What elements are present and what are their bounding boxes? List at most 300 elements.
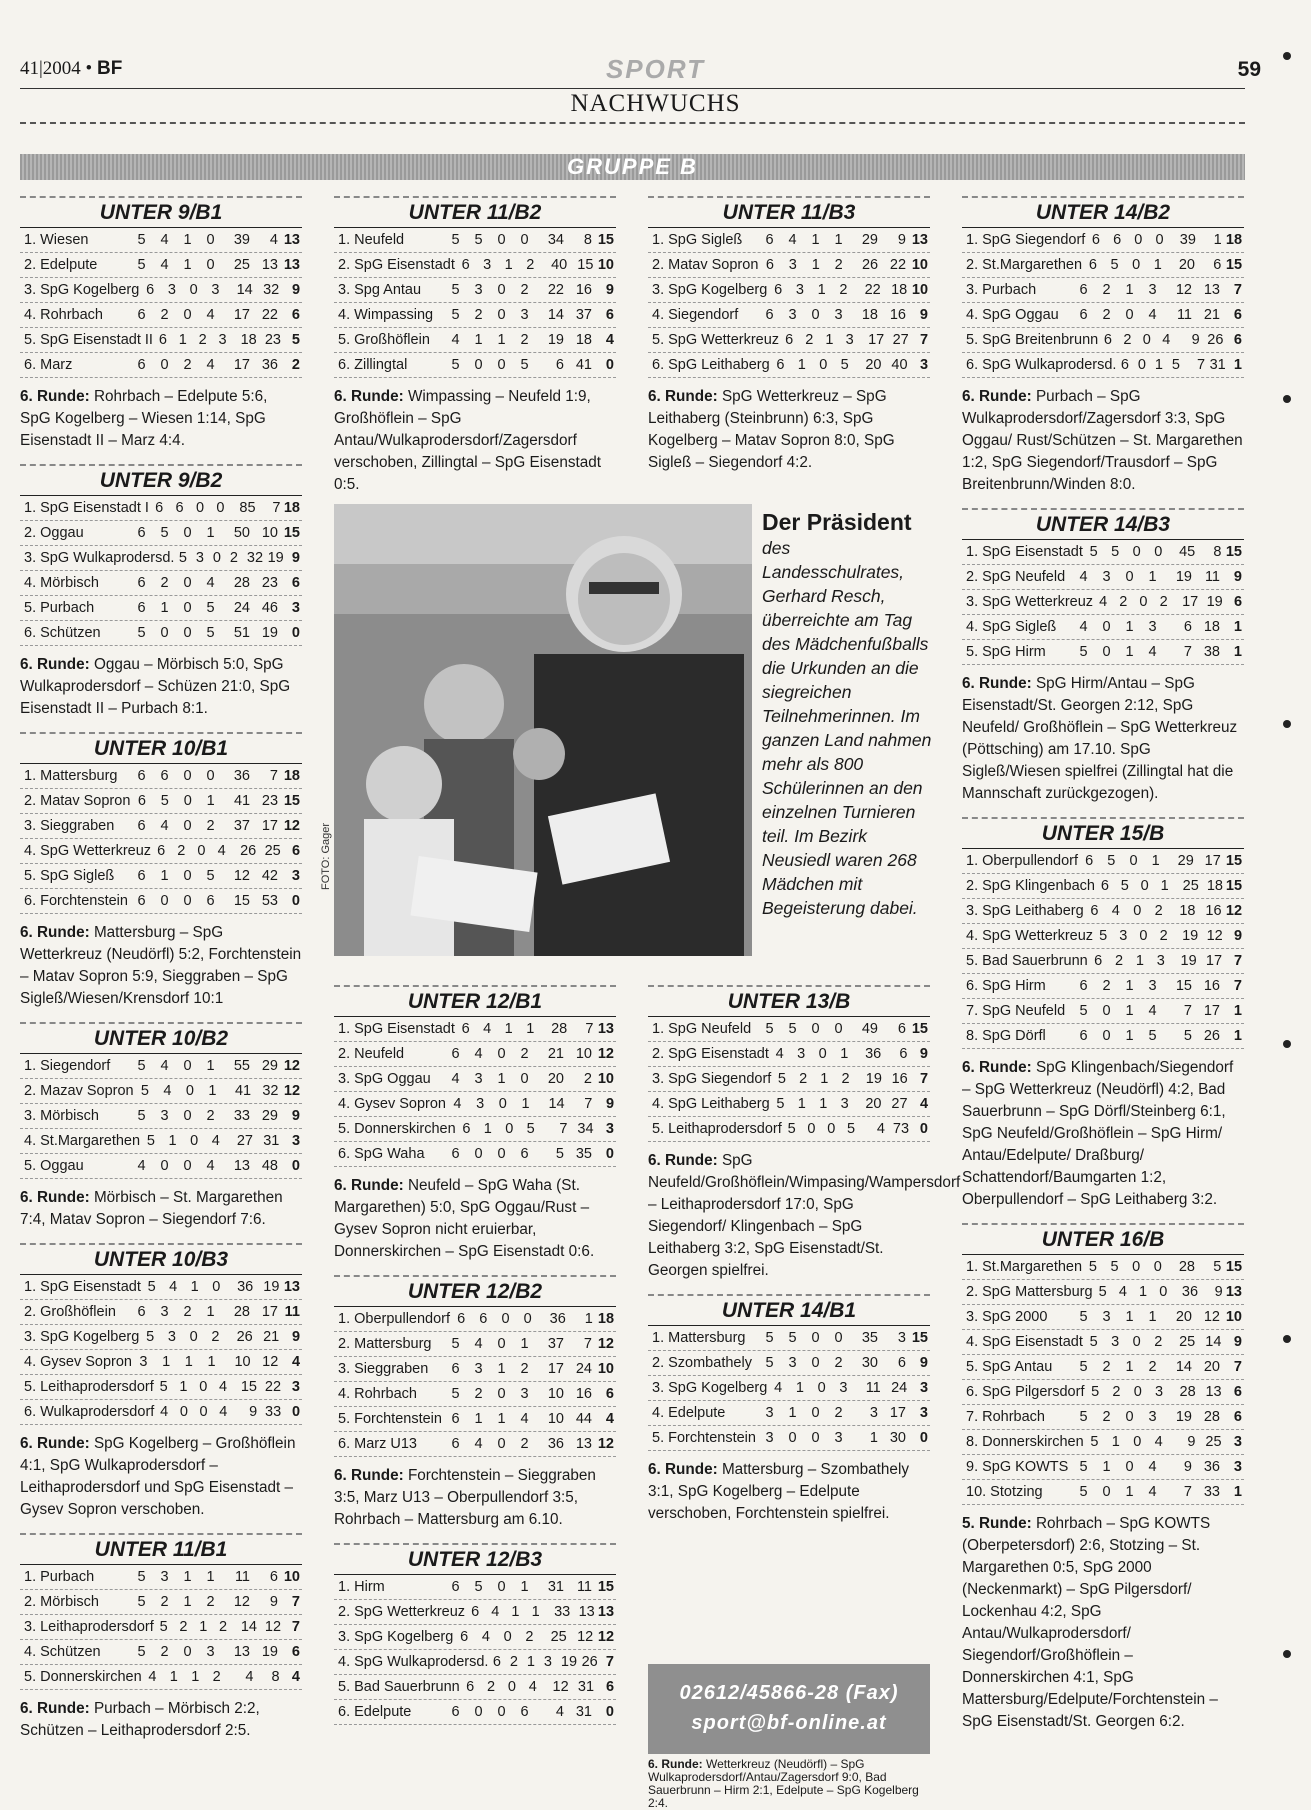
games: 4	[1079, 619, 1088, 635]
wins: 4	[481, 1629, 490, 1645]
wins: 3	[160, 1304, 169, 1320]
losses: 2	[834, 257, 843, 273]
team-name: 4. SpG Eisenstadt	[966, 1334, 1083, 1350]
games: 6	[776, 357, 785, 373]
wins: 2	[160, 575, 169, 591]
goals-for: 33	[233, 1108, 250, 1124]
games: 4	[160, 1404, 169, 1420]
goals-against: 48	[261, 1158, 278, 1174]
table-row	[334, 1042, 616, 1067]
losses: 0	[834, 1021, 843, 1037]
goals-against: 40	[891, 357, 908, 373]
table-row	[334, 278, 616, 303]
table-row	[20, 814, 302, 839]
goals-for: 5	[555, 1146, 564, 1162]
wins: 3	[1102, 569, 1111, 585]
goals-against: 7	[583, 1336, 592, 1352]
wins: 4	[160, 818, 169, 834]
goals-for: 28	[551, 1021, 568, 1037]
table-row	[962, 1280, 1244, 1305]
goals-for: 14	[548, 1096, 565, 1112]
points: 15	[597, 232, 614, 248]
wins: 4	[163, 1083, 172, 1099]
goals-for: 30	[861, 1355, 878, 1371]
wins: 1	[797, 357, 806, 373]
goals-for: 29	[1177, 853, 1194, 869]
draws: 0	[212, 550, 221, 566]
points: 10	[911, 282, 929, 298]
wins: 0	[474, 1704, 483, 1720]
games: 5	[1098, 1284, 1107, 1300]
goals-for: 26	[861, 257, 879, 273]
goals-against: 6	[269, 1569, 278, 1585]
table-row	[20, 1400, 302, 1425]
table-row	[648, 253, 930, 278]
goals-against: 18	[575, 332, 592, 348]
table-row	[334, 1650, 616, 1675]
draws: 0	[183, 893, 192, 909]
section-label: SPORT	[605, 54, 706, 84]
wins: 4	[160, 1058, 169, 1074]
games: 5	[137, 1594, 146, 1610]
goals-for: 11	[234, 1569, 250, 1585]
losses: 6	[206, 893, 215, 909]
goals-for: 37	[547, 1336, 564, 1352]
losses: 4	[217, 843, 226, 859]
wins: 4	[169, 1279, 178, 1295]
goals-for: 25	[233, 257, 250, 273]
games: 5	[451, 232, 460, 248]
points: 6	[1233, 1409, 1242, 1425]
table-row	[334, 303, 616, 328]
goals-against: 23	[261, 793, 279, 809]
goals-against: 33	[265, 1404, 282, 1420]
points: 4	[291, 1354, 301, 1370]
draws: 1	[497, 332, 506, 348]
team-name: 1. Hirm	[338, 1579, 385, 1595]
wins: 0	[1102, 619, 1111, 635]
wins: 0	[807, 1121, 816, 1137]
losses: 4	[219, 1404, 228, 1420]
team-name: 6. SpG Waha	[338, 1146, 425, 1162]
losses: 1	[208, 1083, 217, 1099]
wins: 2	[177, 843, 186, 859]
points: 13	[1225, 1284, 1242, 1300]
games: 5	[451, 282, 460, 298]
goals-against: 21	[1203, 307, 1220, 323]
wins: 4	[1111, 903, 1120, 919]
draws: 1	[497, 1411, 506, 1427]
losses: 2	[520, 1046, 529, 1062]
games: 6	[157, 843, 166, 859]
games: 6	[466, 1679, 475, 1695]
table-row	[648, 1326, 930, 1351]
team-name: 4. SpG Sigleß	[966, 619, 1057, 635]
wins: 1	[178, 332, 187, 348]
team-name: 2. SpG Neufeld	[966, 569, 1066, 585]
points: 6	[1233, 332, 1242, 348]
wins: 4	[491, 1604, 500, 1620]
draws: 0	[497, 1046, 506, 1062]
draws: 1	[504, 257, 513, 273]
games: 4	[775, 1046, 784, 1062]
wins: 3	[160, 1569, 169, 1585]
draws: 0	[1133, 1434, 1142, 1450]
goals-for: 28	[233, 575, 250, 591]
losses: 0	[520, 1071, 529, 1087]
draws: 1	[526, 1654, 535, 1670]
goals-for: 9	[1191, 332, 1200, 348]
wins: 5	[1107, 853, 1116, 869]
column-4	[962, 196, 1244, 1745]
losses: 1	[206, 525, 215, 541]
team-name: 3. Mörbisch	[24, 1108, 99, 1124]
wins: 1	[795, 1380, 804, 1396]
team-name: 1. Mattersburg	[652, 1330, 746, 1346]
goals-against: 35	[575, 1146, 592, 1162]
losses: 3	[845, 332, 854, 348]
goals-for: 36	[233, 768, 250, 784]
goals-for: 27	[236, 1133, 253, 1149]
caption-title: Der Präsident	[762, 509, 912, 535]
points: 15	[1225, 853, 1243, 869]
goals-for: 51	[233, 625, 250, 641]
losses: 5	[206, 600, 215, 616]
draws: 0	[195, 500, 205, 516]
team-name: 6. Edelpute	[338, 1704, 412, 1720]
losses: 4	[1148, 1003, 1157, 1019]
goals-for: 28	[1178, 1259, 1195, 1275]
points: 13	[283, 257, 300, 273]
team-name: 2. SpG Eisenstadt	[652, 1046, 769, 1062]
draws: 0	[183, 1158, 192, 1174]
points: 12	[597, 1336, 614, 1352]
losses: 3	[839, 1380, 848, 1396]
table-row	[648, 353, 930, 378]
draws: 0	[1129, 853, 1138, 869]
goals-for: 55	[233, 1058, 250, 1074]
losses: 0	[520, 232, 529, 248]
table-row	[20, 1154, 302, 1179]
goals-for: 7	[1183, 1484, 1192, 1500]
wins: 2	[160, 307, 169, 323]
round-text: SpG Hirm/Antau – SpG Eisenstadt/St. Georgen 2:12, SpG Neufeld/ Großhöflein – SpG Wetterkreuz (Pöttsching) am 17.10. SpG Sigleß/Wiesen spielfrei (Zillingtal hat die Mannschaft zurückgezogen).	[962, 675, 1238, 802]
round-text: Rohrbach – SpG KOWTS (Oberpetersdorf) 2:6, Stotzing – St. Margarethen 0:5, SpG 2000 (Neckenmarkt) – SpG Pilgersdorf/ Lockenhau 4:2, SpG Antau/Wulkaprodersdorf/ Siegendorf/Großhöflein – Donnerskirchen 4:1, SpG Mattersburg/Edelpute/Forchtenstein – SpG Eisenstadt/St. Georgen 6:2.	[962, 1515, 1218, 1730]
round-text: SpG Neufeld/Großhöflein/Wimpasing/Wampersdorf – Leithaprodersdorf 17:0, SpG Siegendorf/ Klingenbach – SpG Leithaberg 3:2, SpG Eisenstadt/St. Georgen spielfrei.	[648, 1152, 961, 1279]
points: 0	[919, 1121, 928, 1137]
points: 3	[919, 357, 929, 373]
wins: 2	[160, 1594, 169, 1610]
table-row	[962, 924, 1244, 949]
goals-for: 7	[1183, 1003, 1192, 1019]
points: 3	[605, 1121, 614, 1137]
wins: 5	[1111, 544, 1120, 560]
goals-for: 19	[865, 1071, 882, 1087]
losses: 2	[834, 1405, 843, 1421]
draws: 1	[817, 282, 826, 298]
goals-against: 13	[575, 1436, 592, 1452]
wins: 2	[474, 307, 483, 323]
goals-against: 15	[577, 257, 594, 273]
games: 5	[1091, 1384, 1100, 1400]
wins: 1	[169, 1669, 178, 1685]
team-name: 5. SpG Hirm	[966, 644, 1046, 660]
wins: 4	[160, 232, 169, 248]
wins: 6	[175, 500, 184, 516]
wins: 1	[160, 600, 169, 616]
standings-u14b1	[648, 1294, 930, 1525]
points: 7	[605, 1654, 614, 1670]
photo-credit: FOTO: Gager	[320, 822, 332, 890]
goals-for: 7	[1183, 644, 1192, 660]
caption-text: des Landesschulrates, Gerhard Resch, überreichte am Tag des Mädchenfußballs die Urkunden an die siegreichen Teilnehmerinnen. Im ganzen Land nahmen mehr als 800 Schülerinnen an den einzelnen Turnieren teil. Im Bezirk Neusiedl waren 268 Mädchen mit Begeisterung dabei.	[762, 538, 932, 918]
draws: 1	[511, 1604, 520, 1620]
team-name: 6. Marz U13	[338, 1436, 417, 1452]
wins: 1	[1102, 1459, 1111, 1475]
team-name: 3. SpG Leithaberg	[966, 903, 1084, 919]
table-title: UNTER 12/B1	[334, 985, 616, 1015]
losses: 5	[526, 1121, 535, 1137]
points: 6	[291, 307, 300, 323]
team-name: 6. SpG Pilgersdorf	[966, 1384, 1085, 1400]
points: 2	[291, 357, 300, 373]
points: 6	[1233, 307, 1242, 323]
team-name: 4. St.Margarethen	[24, 1133, 141, 1149]
table-row	[334, 1092, 616, 1117]
goals-against: 10	[261, 525, 278, 541]
table-row	[20, 228, 302, 253]
losses: 1	[207, 1354, 216, 1370]
wins: 1	[797, 1096, 806, 1112]
draws: 1	[183, 1569, 192, 1585]
goals-against: 46	[261, 600, 278, 616]
draws: 0	[185, 1083, 194, 1099]
draws: 0	[183, 868, 192, 884]
wins: 0	[160, 625, 169, 641]
wins: 5	[474, 1579, 483, 1595]
table-row	[20, 1129, 302, 1154]
table-row	[962, 540, 1244, 565]
losses: 1	[840, 1046, 849, 1062]
table-row	[334, 1407, 616, 1432]
team-name: 2. Mörbisch	[24, 1594, 99, 1610]
goals-for: 12	[233, 1594, 250, 1610]
table-row	[20, 1054, 302, 1079]
draws: 0	[199, 1404, 208, 1420]
draws: 0	[811, 1330, 820, 1346]
games: 6	[460, 1629, 469, 1645]
table-row	[648, 1017, 930, 1042]
round-results	[962, 1057, 1244, 1211]
wins: 0	[1102, 644, 1111, 660]
games: 6	[137, 793, 146, 809]
wins: 2	[799, 1071, 808, 1087]
goals-against: 38	[1203, 644, 1220, 660]
goals-for: 24	[233, 600, 250, 616]
round-label: 6. Runde:	[20, 1700, 90, 1717]
table-row	[962, 1380, 1244, 1405]
table-row	[20, 1104, 302, 1129]
games: 6	[1094, 953, 1103, 969]
goals-for: 26	[240, 843, 257, 859]
goals-for: 15	[1175, 978, 1192, 994]
goals-for: 17	[547, 1361, 564, 1377]
wins: 4	[788, 232, 797, 248]
standings-u15b	[962, 817, 1244, 1211]
draws: 0	[503, 1629, 512, 1645]
team-name: 5. Leithaprodersdorf	[24, 1379, 154, 1395]
table-row	[962, 278, 1244, 303]
table-row	[334, 1357, 616, 1382]
losses: 3	[834, 1430, 843, 1446]
team-name: 5. Bad Sauerbrunn	[966, 953, 1088, 969]
games: 5	[137, 1644, 146, 1660]
goals-against: 16	[1205, 903, 1222, 919]
draws: 0	[497, 1336, 506, 1352]
goals-for: 21	[547, 1046, 564, 1062]
points: 18	[597, 1311, 615, 1327]
goals-for: 20	[865, 357, 882, 373]
draws: 0	[1132, 257, 1141, 273]
goals-against: 26	[1203, 1028, 1220, 1044]
points: 5	[291, 332, 300, 348]
team-name: 3. Sieggraben	[338, 1361, 429, 1377]
points: 13	[911, 232, 928, 248]
goals-for: 11	[865, 1380, 881, 1396]
losses: 2	[520, 332, 529, 348]
goals-for: 19	[1182, 928, 1199, 944]
goals-for: 36	[237, 1279, 254, 1295]
table-row	[20, 1300, 302, 1325]
table-body	[20, 495, 302, 646]
wins: 2	[1119, 594, 1128, 610]
wins: 0	[160, 893, 169, 909]
goals-against: 11	[576, 1579, 592, 1595]
points: 15	[1225, 544, 1242, 560]
draws: 0	[1133, 903, 1142, 919]
table-row	[962, 1455, 1244, 1480]
goals-against: 26	[581, 1654, 598, 1670]
games: 6	[451, 1704, 460, 1720]
points: 7	[291, 1619, 300, 1635]
table-row	[20, 1325, 302, 1350]
table-row	[962, 328, 1244, 353]
round-text: Purbach – SpG Wulkaprodersdorf/Zagersdorf 3:3, SpG Oggau/ Rust/Schützen – St. Margarethen 1:2, SpG Siegendorf/Trausdorf – SpG Breitenbrunn/Winden 8:0.	[962, 388, 1243, 493]
table-row	[334, 253, 616, 278]
column-2	[334, 196, 616, 508]
wins: 2	[1115, 953, 1124, 969]
games: 6	[1088, 257, 1097, 273]
points: 6	[1233, 594, 1243, 610]
games: 5	[137, 1569, 146, 1585]
games: 5	[137, 232, 146, 248]
team-name: 2. SpG Wetterkreuz	[338, 1604, 466, 1620]
draws: 0	[183, 1644, 192, 1660]
draws: 0	[811, 1405, 820, 1421]
losses: 1	[521, 1096, 530, 1112]
goals-against: 31	[263, 1133, 280, 1149]
round-results	[20, 1698, 302, 1742]
team-name: 2. Edelpute	[24, 257, 98, 273]
wins: 4	[474, 1336, 483, 1352]
table-row	[648, 278, 930, 303]
draws: 0	[199, 1379, 208, 1395]
draws: 1	[183, 232, 192, 248]
column-1	[20, 196, 302, 1754]
goals-against: 19	[267, 550, 284, 566]
goals-against: 24	[575, 1361, 592, 1377]
games: 6	[1090, 903, 1099, 919]
goals-against: 29	[261, 1108, 278, 1124]
standings-u12b2	[334, 1275, 616, 1531]
losses: 2	[526, 257, 535, 273]
table-row	[962, 303, 1244, 328]
table-row	[962, 353, 1244, 378]
points: 3	[291, 1379, 300, 1395]
standings-u11b3	[648, 196, 930, 474]
goals-against: 8	[583, 232, 592, 248]
wins: 3	[195, 550, 204, 566]
goals-for: 19	[1175, 569, 1192, 585]
points: 9	[1233, 928, 1243, 944]
games: 5	[1090, 1434, 1099, 1450]
team-name: 6. Schützen	[24, 625, 101, 641]
wins: 0	[179, 1404, 188, 1420]
page-number: 59	[1237, 58, 1261, 81]
wins: 4	[160, 257, 169, 273]
wins: 2	[160, 1644, 169, 1660]
table-row	[20, 1079, 302, 1104]
table-row	[962, 565, 1244, 590]
goals-for: 4	[245, 1669, 254, 1685]
table-title: UNTER 9/B2	[20, 464, 302, 494]
draws: 1	[811, 232, 820, 248]
goals-for: 36	[1181, 1284, 1199, 1300]
goals-for: 28	[1179, 1384, 1196, 1400]
losses: 3	[1155, 1384, 1164, 1400]
goals-for: 19	[1175, 1409, 1192, 1425]
losses: 3	[840, 1096, 849, 1112]
goals-for: 12	[552, 1679, 569, 1695]
contact-email[interactable]: sport@bf-online.at	[691, 1712, 887, 1734]
team-name: 2. Mattersburg	[338, 1336, 432, 1352]
standings-u10b3	[20, 1243, 302, 1521]
draws: 0	[497, 357, 506, 373]
team-name: 5. SpG Sigleß	[24, 868, 115, 884]
goals-against: 31	[1209, 357, 1226, 373]
team-name: 2. Großhöflein	[24, 1304, 116, 1320]
team-name: 4. Wimpassing	[338, 307, 434, 323]
draws: 0	[183, 575, 192, 591]
points: 6	[291, 575, 300, 591]
draws: 1	[190, 1279, 199, 1295]
wins: 3	[167, 282, 176, 298]
points: 9	[919, 307, 928, 323]
goals-for: 45	[1179, 544, 1196, 560]
goals-against: 23	[261, 575, 278, 591]
losses: 2	[834, 1355, 843, 1371]
goals-against: 13	[261, 257, 278, 273]
table-row	[962, 1024, 1244, 1049]
team-name: 2. SpG Mattersburg	[966, 1284, 1093, 1300]
team-name: 4. Edelpute	[652, 1405, 726, 1421]
goals-for: 17	[233, 357, 250, 373]
team-name: 4. Mörbisch	[24, 575, 99, 591]
points: 10	[283, 1569, 300, 1585]
table-body	[334, 1574, 616, 1725]
round-text: Wimpassing – Neufeld 1:9, Großhöflein – SpG Antau/Wulkaprodersdorf/Zagersdorf verschoben, Zillingtal – SpG Eisenstadt 0:5.	[334, 388, 601, 493]
losses: 2	[211, 1329, 220, 1345]
